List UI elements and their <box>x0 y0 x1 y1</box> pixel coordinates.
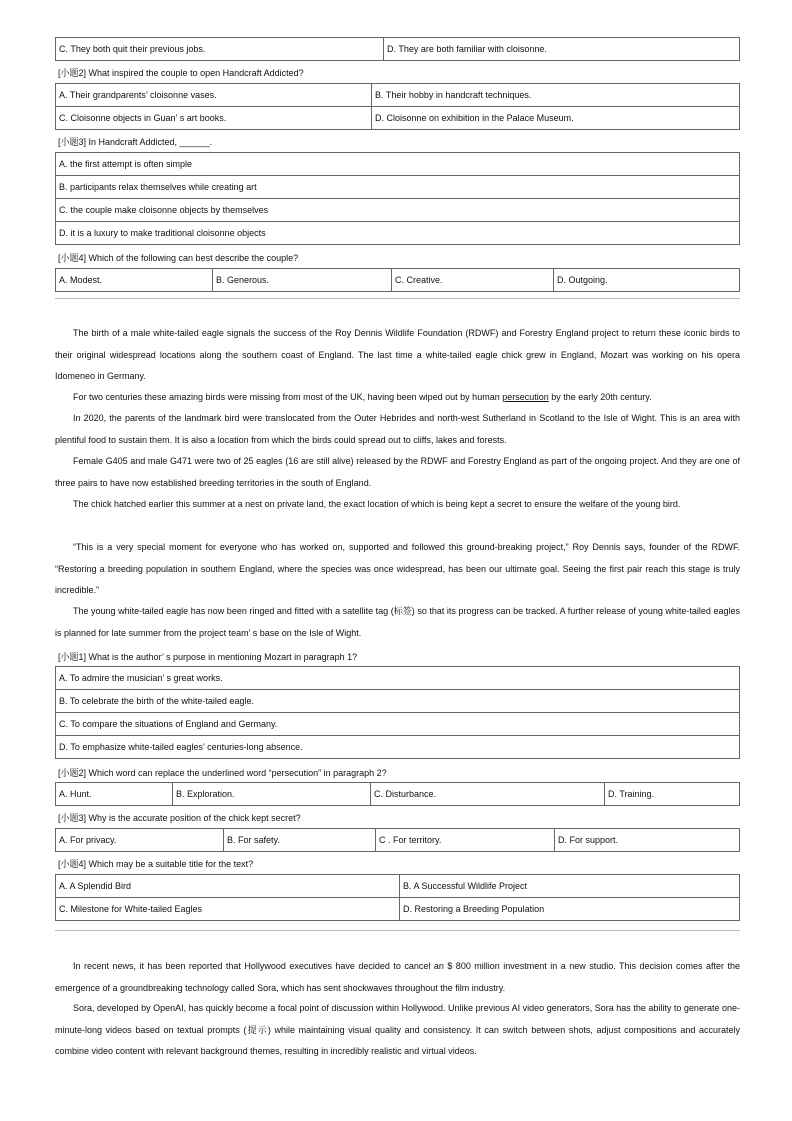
option-d[interactable]: D. They are both familiar with cloisonne. <box>384 38 740 61</box>
option-c[interactable]: C. Creative. <box>392 269 554 292</box>
option-a[interactable]: A. the first attempt is often simple <box>56 153 740 176</box>
question-stem: [小题4] Which of the following can best describe the couple? <box>58 253 299 263</box>
question-stem: [小题2] What inspired the couple to open Handcraft Addicted? <box>58 68 304 78</box>
option-c[interactable]: C. Milestone for White-tailed Eagles <box>56 898 400 921</box>
passage-paragraph <box>55 387 740 409</box>
options-table-s1-q3 <box>55 152 740 245</box>
passage-paragraph: In recent news, it has been reported that Hollywood executives have decided to cancel an $ 800 million investment in a new studio. This decision comes after the emergence of a groundbreaking technology called Sora, which has sent shockwaves throughout the film industry. <box>55 961 740 993</box>
passage-paragraph: The young white-tailed eagle has now been ringed and fitted with a satellite tag (标签) so that its progress can be tracked. A further release of young white-tailed eagles is planned for late summer from the project team’ s base on the Isle of Wight. <box>55 606 740 638</box>
option-c[interactable]: C. Cloisonne objects in Guan’ s art books. <box>56 107 372 130</box>
option-a[interactable]: A. Modest. <box>56 269 213 292</box>
options-table-s1-row0 <box>55 37 740 61</box>
underlined-word: persecution <box>502 392 549 402</box>
options-table-s2-q2 <box>55 782 740 806</box>
option-c[interactable]: C. To compare the situations of England and Germany. <box>56 713 740 736</box>
options-table-s2-q3 <box>55 828 740 852</box>
option-a[interactable]: A. For privacy. <box>56 829 224 852</box>
options-table-s2-q1 <box>55 666 740 759</box>
option-b[interactable]: B. Their hobby in handcraft techniques. <box>372 84 740 107</box>
option-d[interactable]: D. Restoring a Breeding Population <box>400 898 740 921</box>
option-b[interactable]: B. A Successful Wildlife Project <box>400 875 740 898</box>
question-stem: [小题4] Which may be a suitable title for the text? <box>58 859 254 869</box>
passage-paragraph: Female G405 and male G471 were two of 25 eagles (16 are still alive) released by the RDWF and Forestry England as part of the ongoing project. And they are one of three pairs to have now established breeding territories in the south of England. <box>55 456 740 488</box>
option-b[interactable]: B. To celebrate the birth of the white-tailed eagle. <box>56 690 740 713</box>
option-a[interactable]: A. Hunt. <box>56 783 173 806</box>
passage-paragraph: The birth of a male white-tailed eagle signals the success of the Roy Dennis Wildlife Foundation (RDWF) and Forestry England project to return these iconic birds to their original widespread locations along the southern coast of England. The last time a white-tailed eagle chick grew in England, Mozart was working on his opera Idomeneo in Germany. <box>55 328 740 381</box>
option-c[interactable]: C . For territory. <box>376 829 555 852</box>
option-d[interactable]: D. For support. <box>555 829 740 852</box>
passage-paragraph: Sora, developed by OpenAI, has quickly become a focal point of discussion within Hollywood. Unlike previous AI video generators, Sora has the ability to generate one-minute-long videos based on textual prompts (提示) while maintaining visual quality and consistency. It can switch between shots, adjust compositions and accurately combine video content with relevant background themes, resulting in incredibly realistic and virtual videos. <box>55 1003 740 1056</box>
option-b[interactable]: B. participants relax themselves while creating art <box>56 176 740 199</box>
option-b[interactable]: B. For safety. <box>224 829 376 852</box>
option-d[interactable]: D. Cloisonne on exhibition in the Palace Museum. <box>372 107 740 130</box>
option-d[interactable]: D. Outgoing. <box>554 269 740 292</box>
option-a[interactable]: A. To admire the musician’ s great works. <box>56 667 740 690</box>
options-table-s2-q4 <box>55 874 740 921</box>
passage-paragraph: In 2020, the parents of the landmark bird were translocated from the Outer Hebrides and north-west Sutherland in Scotland to the Isle of Wight. This is an area with plentiful food to sustain them. It is also a location from which the birds could spread out to cliffs, lakes and forests. <box>55 413 740 445</box>
option-a[interactable]: A. A Splendid Bird <box>56 875 400 898</box>
option-c[interactable]: C. Disturbance. <box>371 783 605 806</box>
paragraph-text: by the early 20th century. <box>548 392 652 402</box>
section-divider <box>55 930 740 931</box>
option-d[interactable]: D. Training. <box>605 783 740 806</box>
option-d[interactable]: D. it is a luxury to make traditional cloisonne objects <box>56 222 740 245</box>
option-c[interactable]: C. the couple make cloisonne objects by themselves <box>56 199 740 222</box>
question-stem: [小题1] What is the author’ s purpose in mentioning Mozart in paragraph 1? <box>58 652 358 662</box>
option-c[interactable]: C. They both quit their previous jobs. <box>56 38 384 61</box>
option-b[interactable]: B. Generous. <box>213 269 392 292</box>
section-divider <box>55 298 740 299</box>
question-stem: [小题3] Why is the accurate position of the chick kept secret? <box>58 813 301 823</box>
question-stem: [小题3] In Handcraft Addicted, ______. <box>58 137 213 147</box>
options-table-s1-q4 <box>55 268 740 292</box>
option-b[interactable]: B. Exploration. <box>173 783 371 806</box>
option-d[interactable]: D. To emphasize white-tailed eagles’ centuries-long absence. <box>56 736 740 759</box>
options-table-s1-q2 <box>55 83 740 130</box>
question-stem: [小题2] Which word can replace the underlined word “persecution” in paragraph 2? <box>58 768 387 778</box>
paragraph-text: For two centuries these amazing birds were missing from most of the UK, having been wiped out by human <box>73 392 503 402</box>
passage-paragraph: “This is a very special moment for everyone who has worked on, supported and followed this ground-breaking project,” Roy Dennis says, founder of the RDWF. “Restoring a breeding population in southern England, where the species was once widespread, has been our ultimate goal. Seeing the first pair reach this stage is truly incredible.” <box>55 542 740 595</box>
option-a[interactable]: A. Their grandparents’ cloisonne vases. <box>56 84 372 107</box>
passage-paragraph: The chick hatched earlier this summer at a nest on private land, the exact location of which is being kept a secret to ensure the welfare of the young bird. <box>73 499 681 509</box>
